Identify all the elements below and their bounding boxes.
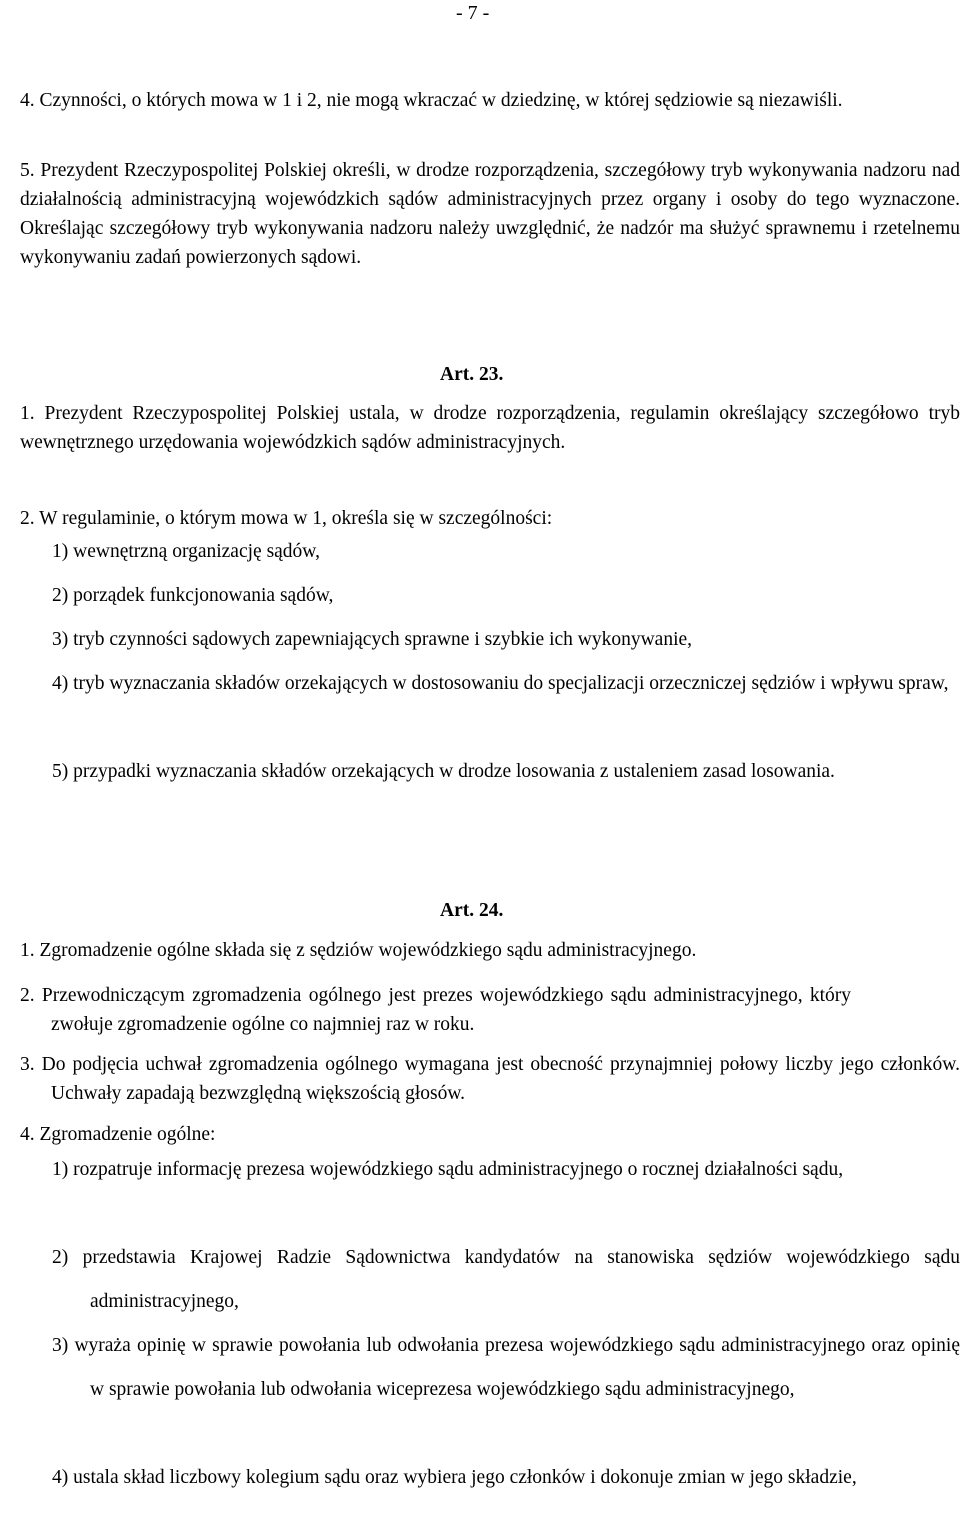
- art24-item-4: 4) ustala skład liczbowy kolegium sądu oraz wybiera jego członków i dokonuje zmian w jego składzie,: [52, 1467, 857, 1488]
- art24-item-3: 3) wyraża opinię w sprawie powołania lub odwołania prezesa wojewódzkiego sądu administracyjnego oraz opinię w sprawie powołania lub odwołania wiceprezesa wojewódzkiego sądu administracyjnego,: [52, 1335, 960, 1400]
- art24-item-2: 2) przedstawia Krajowej Radzie Sądownictwa kandydatów na stanowiska sędziów wojewódzkiego sądu administracyjnego,: [52, 1247, 960, 1312]
- art24-item-1: 1) rozpatruje informację prezesa wojewódzkiego sądu administracyjnego o rocznej działalności sądu,: [52, 1159, 844, 1180]
- art23-paragraph-2-intro: 2. W regulaminie, o którym mowa w 1, określa się w szczególności:: [20, 508, 553, 529]
- art24-paragraph-3: 3. Do podjęcia uchwał zgromadzenia ogólnego wymagana jest obecność przynajmniej połowy liczby jego członków. Uchwały zapadają bezwzględną większością głosów.: [20, 1054, 960, 1104]
- art23-item-5: 5) przypadki wyznaczania składów orzekających w drodze losowania z ustaleniem zasad losowania.: [52, 761, 835, 782]
- art23-item-2: 2) porządek funkcjonowania sądów,: [52, 585, 334, 606]
- art23-item-4: 4) tryb wyznaczania składów orzekających w dostosowaniu do specjalizacji orzeczniczej sędziów i wpływu spraw,: [52, 673, 949, 694]
- art24-paragraph-4-intro: 4. Zgromadzenie ogólne:: [20, 1124, 216, 1145]
- art22-paragraph-4: 4. Czynności, o których mowa w 1 i 2, nie mogą wkraczać w dziedzinę, w której sędziowie są niezawiśli.: [20, 90, 843, 111]
- art23-item-1: 1) wewnętrzną organizację sądów,: [52, 541, 321, 562]
- art24-paragraph-2: 2. Przewodniczącym zgromadzenia ogólnego jest prezes wojewódzkiego sądu administracyjnego, który zwołuje zgromadzenie ogólne co najmniej raz w roku.: [20, 985, 851, 1035]
- page-number: - 7 -: [456, 2, 490, 24]
- article-24-heading: Art. 24.: [440, 900, 504, 921]
- art24-paragraph-1: 1. Zgromadzenie ogólne składa się z sędziów wojewódzkiego sądu administracyjnego.: [20, 940, 697, 961]
- art23-item-3: 3) tryb czynności sądowych zapewniających sprawne i szybkie ich wykonywanie,: [52, 629, 693, 650]
- article-23-heading: Art. 23.: [440, 364, 504, 385]
- art23-paragraph-1: 1. Prezydent Rzeczypospolitej Polskiej ustala, w drodze rozporządzenia, regulamin określający szczegółowo tryb wewnętrznego urzędowania wojewódzkich sądów administracyjnych.: [20, 403, 960, 453]
- art22-paragraph-5: 5. Prezydent Rzeczypospolitej Polskiej określi, w drodze rozporządzenia, szczegółowy tryb wykonywania nadzoru nad działalnością administracyjną wojewódzkich sądów administracyjnych przez organy i osoby do tego wyznaczone. Określając szczegółowy tryb wykonywania nadzoru należy uwzględnić, że nadzór ma służyć sprawnemu i rzetelnemu wykonywaniu zadań powierzonych sądowi.: [20, 160, 960, 268]
